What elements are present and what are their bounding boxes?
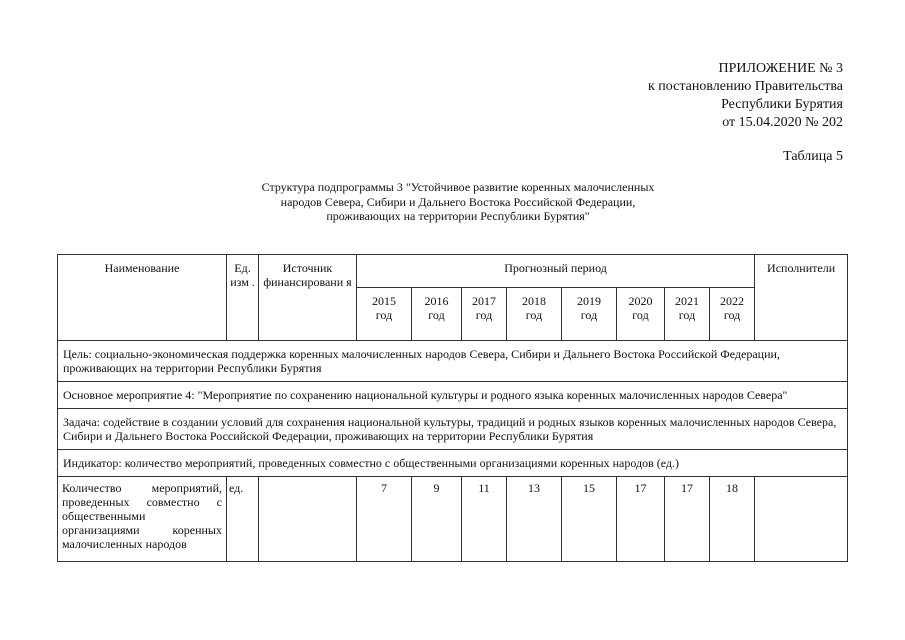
appendix-label: ПРИЛОЖЕНИЕ № 3	[718, 61, 843, 76]
year-header	[357, 288, 412, 341]
value-2015: 7	[357, 477, 412, 562]
table-row	[58, 477, 848, 562]
year-value: 2018	[522, 294, 546, 308]
republic-line: Республики Бурятия	[721, 97, 843, 112]
header-unit: Ед. изм .	[227, 255, 259, 341]
value-2020: 17	[617, 477, 665, 562]
source-cell	[259, 477, 357, 562]
main-event-row: Основное мероприятие 4: "Мероприятие по сохранению национальной культуры и родного языка коренных малочисленных народов Севера"	[58, 382, 848, 409]
value-2018: 13	[507, 477, 562, 562]
year-value: 2021	[675, 294, 699, 308]
year-suffix: год	[723, 308, 741, 322]
document-title: Структура подпрограммы 3 "Устойчивое развитие коренных малочисленных народов Севера, Сибири и Дальнего Востока Российской Федерации, проживающих на территории Республики Бурятия"	[261, 180, 655, 223]
year-header	[617, 288, 665, 341]
year-header	[562, 288, 617, 341]
indicator-row: Индикатор: количество мероприятий, проведенных совместно с общественными организациями коренных народов (ед.)	[58, 450, 848, 477]
header-period: Прогнозный период	[357, 255, 755, 288]
year-header	[412, 288, 462, 341]
year-suffix: год	[375, 308, 393, 322]
task-row: Задача: содействие в создании условий для сохранения национальной культуры, традиций и родных языков коренных малочисленных народов Севера, Сибири и Дальнего Востока Российской Федерации, проживающих на территории Республики Бурятия	[58, 409, 848, 450]
value-2021: 17	[665, 477, 710, 562]
year-value: 2022	[720, 294, 745, 308]
document-header	[648, 60, 843, 132]
year-suffix: год	[475, 308, 493, 322]
year-header	[507, 288, 562, 341]
header-executors: Исполнители	[755, 255, 848, 341]
subprogram-structure-table	[57, 254, 848, 562]
value-2016: 9	[412, 477, 462, 562]
year-header	[462, 288, 507, 341]
table-number: Таблица 5	[783, 149, 843, 164]
indicator-name: Количество мероприятий, проведенных совместно с общественными организациями коренных малочисленных народов	[58, 477, 227, 562]
year-value: 2020	[628, 294, 653, 308]
year-suffix: год	[678, 308, 696, 322]
unit-cell: ед.	[227, 477, 259, 562]
year-value: 2017	[472, 294, 496, 308]
header-source: Источник финансировани я	[259, 255, 357, 341]
resolution-line: к постановлению Правительства	[647, 79, 843, 94]
year-header	[665, 288, 710, 341]
goal-row: Цель: социально-экономическая поддержка коренных малочисленных народов Севера, Сибири и Дальнего Востока Российской Федерации, проживающих на территории Республики Бурятия	[58, 341, 848, 382]
year-suffix: год	[632, 308, 649, 322]
year-suffix: год	[525, 308, 543, 322]
year-suffix: год	[580, 308, 598, 322]
year-header	[710, 288, 755, 341]
value-2019: 15	[562, 477, 617, 562]
year-suffix: год	[428, 308, 445, 322]
year-value: 2016	[424, 294, 449, 308]
value-2022: 18	[710, 477, 755, 562]
year-value: 2019	[577, 294, 601, 308]
value-2017: 11	[462, 477, 507, 562]
year-value: 2015	[372, 294, 396, 308]
header-name: Наименование	[58, 255, 227, 341]
executors-cell	[755, 477, 848, 562]
date-number-line: от 15.04.2020 № 202	[722, 115, 843, 130]
